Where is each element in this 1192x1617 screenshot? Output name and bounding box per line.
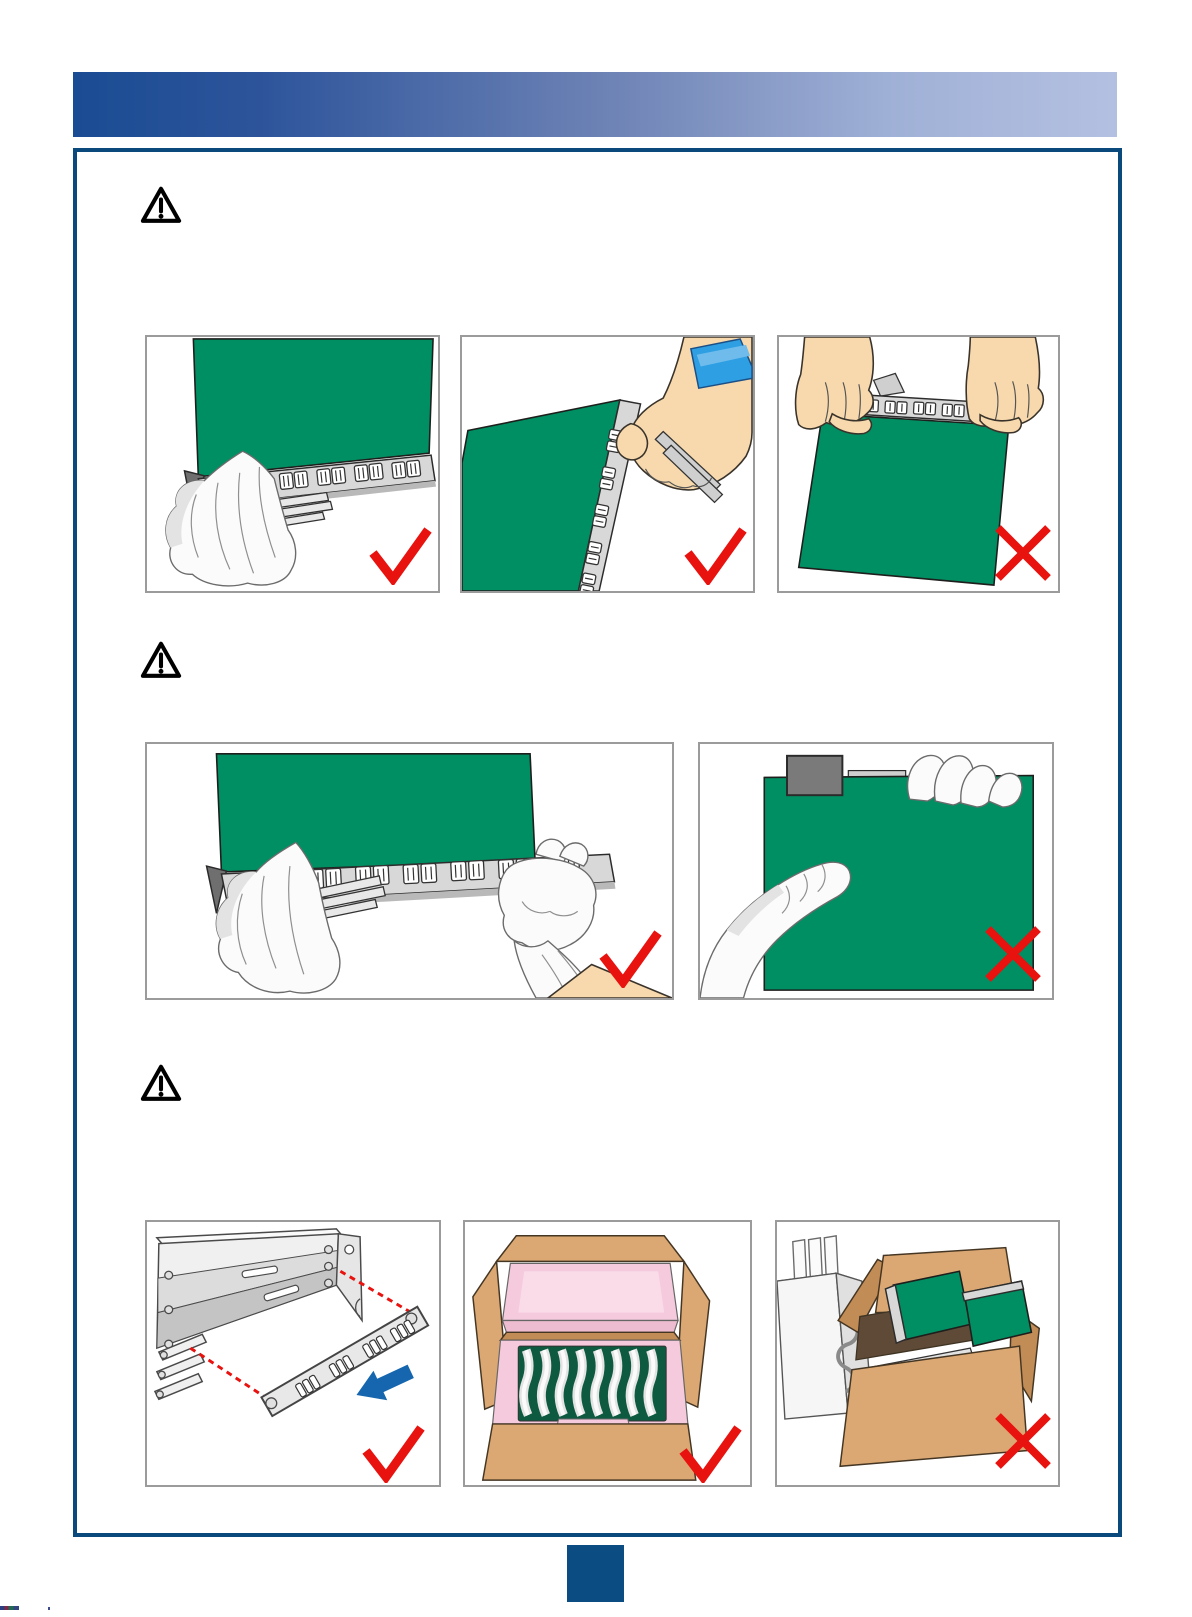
header-banner bbox=[73, 72, 1117, 137]
cross-icon bbox=[990, 1409, 1054, 1471]
check-icon bbox=[368, 523, 432, 585]
figure-board-surface-touched-with-gloves bbox=[698, 742, 1054, 1000]
verdict-mark bbox=[980, 922, 1044, 984]
verdict-mark bbox=[990, 1409, 1054, 1471]
check-icon bbox=[361, 1421, 425, 1483]
warning-triangle-icon bbox=[140, 186, 182, 224]
page-number-block bbox=[567, 1545, 624, 1602]
cross-icon bbox=[980, 922, 1044, 984]
check-icon bbox=[683, 523, 747, 585]
verdict-mark bbox=[990, 521, 1054, 583]
page-edge-dot bbox=[48, 1607, 50, 1610]
figure-boards-stored-in-antistatic-foam-box bbox=[463, 1220, 752, 1487]
figure-board-held-by-faceplate-with-wrist-strap bbox=[460, 335, 755, 593]
verdict-mark bbox=[598, 926, 662, 988]
verdict-mark bbox=[678, 1421, 742, 1483]
figure-board-held-with-antistatic-bag bbox=[145, 335, 440, 593]
verdict-mark bbox=[361, 1421, 425, 1483]
figure-board-held-by-edges-with-esd-gloves bbox=[145, 742, 674, 1000]
warning-triangle-icon bbox=[140, 641, 182, 679]
page-edge-artifact bbox=[0, 1606, 19, 1610]
check-icon bbox=[598, 926, 662, 988]
verdict-mark bbox=[368, 523, 432, 585]
check-icon bbox=[678, 1421, 742, 1483]
figure-filler-panel-installed-on-vacant-slot bbox=[145, 1220, 441, 1487]
cross-icon bbox=[990, 521, 1054, 583]
figure-boards-piled-loose-in-carton bbox=[775, 1220, 1060, 1487]
figure-board-held-with-bare-hands bbox=[777, 335, 1060, 593]
verdict-mark bbox=[683, 523, 747, 585]
gloved-edge-hold-illustration bbox=[147, 744, 672, 998]
warning-triangle-icon bbox=[140, 1064, 182, 1102]
